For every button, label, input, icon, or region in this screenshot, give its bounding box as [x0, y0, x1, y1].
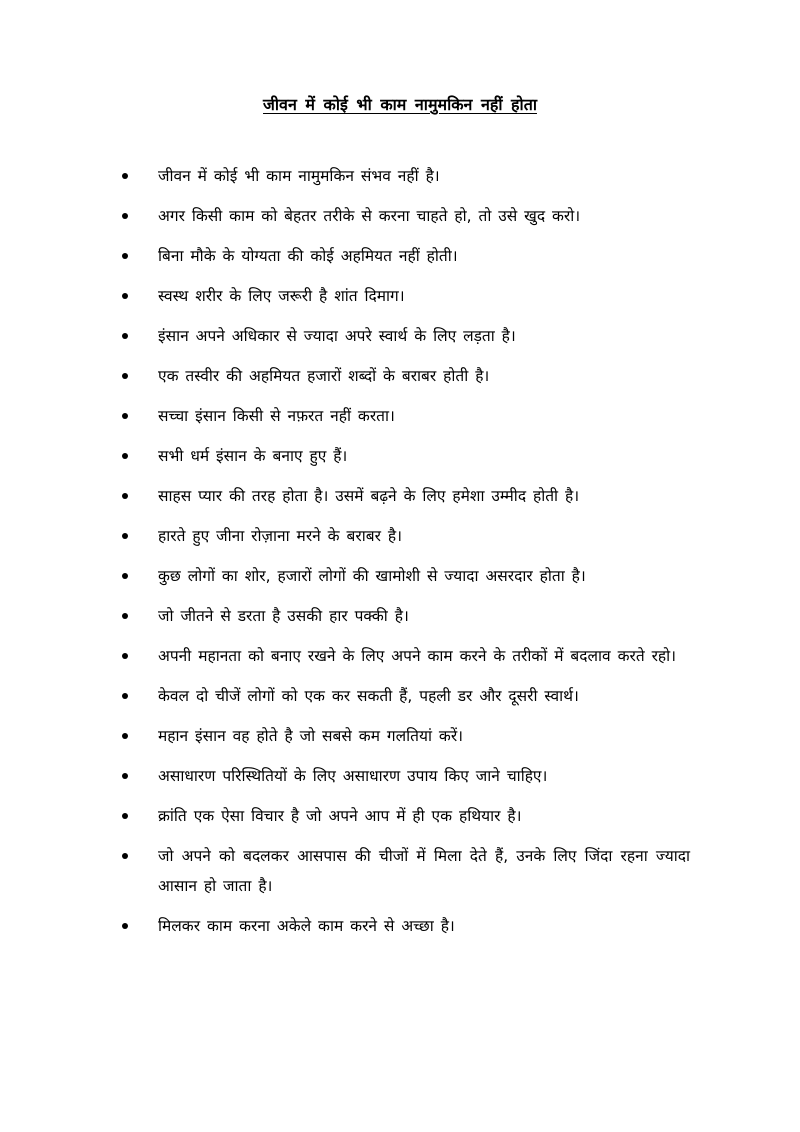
- bullet-icon: [120, 441, 158, 471]
- quote-text: इंसान अपने अधिकार से ज्यादा अपरे स्वार्थ के लिए लड़ता है।: [158, 327, 516, 345]
- list-item: [120, 681, 690, 711]
- bullet-icon: [120, 911, 158, 941]
- bullet-icon: [120, 361, 158, 391]
- list-item: [120, 321, 690, 351]
- list-item: [120, 481, 690, 511]
- list-item: [120, 521, 690, 551]
- bullet-icon: [120, 281, 158, 311]
- bullet-icon: [120, 801, 158, 831]
- list-item: [120, 601, 690, 631]
- quote-text: साहस प्यार की तरह होता है। उसमें बढ़ने के लिए हमेशा उम्मीद होती है।: [158, 487, 580, 505]
- list-item: [120, 721, 690, 751]
- list-item: [120, 761, 690, 791]
- bullet-icon: [120, 481, 158, 511]
- bullet-icon: [120, 761, 158, 791]
- bullet-icon: [120, 721, 158, 751]
- bullet-icon: [120, 841, 158, 871]
- quote-text: एक तस्वीर की अहमियत हजारों शब्दों के बराबर होती है।: [158, 367, 490, 385]
- bullet-icon: [120, 641, 158, 671]
- quote-text: जो जीतने से डरता है उसकी हार पक्की है।: [158, 607, 409, 625]
- list-item: [120, 911, 690, 941]
- bullet-icon: [120, 601, 158, 631]
- list-item: [120, 401, 690, 431]
- list-item: [120, 641, 690, 671]
- bullet-icon: [120, 321, 158, 351]
- quote-text: कुछ लोगों का शोर, हजारों लोगों की खामोशी से ज्यादा असरदार होता है।: [158, 567, 586, 585]
- quote-text: अगर किसी काम को बेहतर तरीके से करना चाहते हो, तो उसे खुद करो।: [158, 207, 581, 225]
- bullet-icon: [120, 201, 158, 231]
- list-item: [120, 841, 690, 901]
- list-item: [120, 801, 690, 831]
- document-title: जीवन में कोई भी काम नामुमकिन नहीं होता: [263, 95, 537, 114]
- quotes-list: [0, 161, 800, 941]
- list-item: [120, 441, 690, 471]
- quote-text: सभी धर्म इंसान के बनाए हुए हैं।: [158, 447, 348, 465]
- bullet-icon: [120, 401, 158, 431]
- bullet-icon: [120, 161, 158, 191]
- quote-text: असाधारण परिस्थितियों के लिए असाधारण उपाय किए जाने चाहिए।: [158, 767, 548, 785]
- list-item: [120, 161, 690, 191]
- bullet-icon: [120, 681, 158, 711]
- bullet-icon: [120, 521, 158, 551]
- quote-text: स्वस्थ शरीर के लिए जरूरी है शांत दिमाग।: [158, 287, 405, 305]
- quote-text: बिना मौके के योग्यता की कोई अहमियत नहीं होती।: [158, 247, 458, 265]
- quote-text: सच्चा इंसान किसी से नफ़रत नहीं करता।: [158, 407, 395, 425]
- list-item: [120, 201, 690, 231]
- list-item: [120, 281, 690, 311]
- quote-text: जो अपने को बदलकर आसपास की चीजों में मिला देते हैं, उनके लिए जिंदा रहना ज्यादा आसान हो जाता है।: [158, 847, 690, 895]
- bullet-icon: [120, 241, 158, 271]
- quote-text: अपनी महानता को बनाए रखने के लिए अपने काम करने के तरीकों में बदलाव करते रहो।: [158, 647, 677, 665]
- quote-text: केवल दो चीजें लोगों को एक कर सकती हैं, पहली डर और दूसरी स्वार्थ।: [158, 687, 579, 705]
- bullet-icon: [120, 561, 158, 591]
- quote-text: मिलकर काम करना अकेले काम करने से अच्छा है।: [158, 917, 455, 935]
- quote-text: क्रांति एक ऐसा विचार है जो अपने आप में ही एक हथियार है।: [158, 807, 522, 825]
- quote-text: हारते हुए जीना रोज़ाना मरने के बराबर है।: [158, 527, 402, 545]
- list-item: [120, 561, 690, 591]
- quote-text: महान इंसान वह होते है जो सबसे कम गलतियां करें।: [158, 727, 464, 745]
- quote-text: जीवन में कोई भी काम नामुमकिन संभव नहीं है।: [158, 167, 440, 185]
- list-item: [120, 361, 690, 391]
- list-item: [120, 241, 690, 271]
